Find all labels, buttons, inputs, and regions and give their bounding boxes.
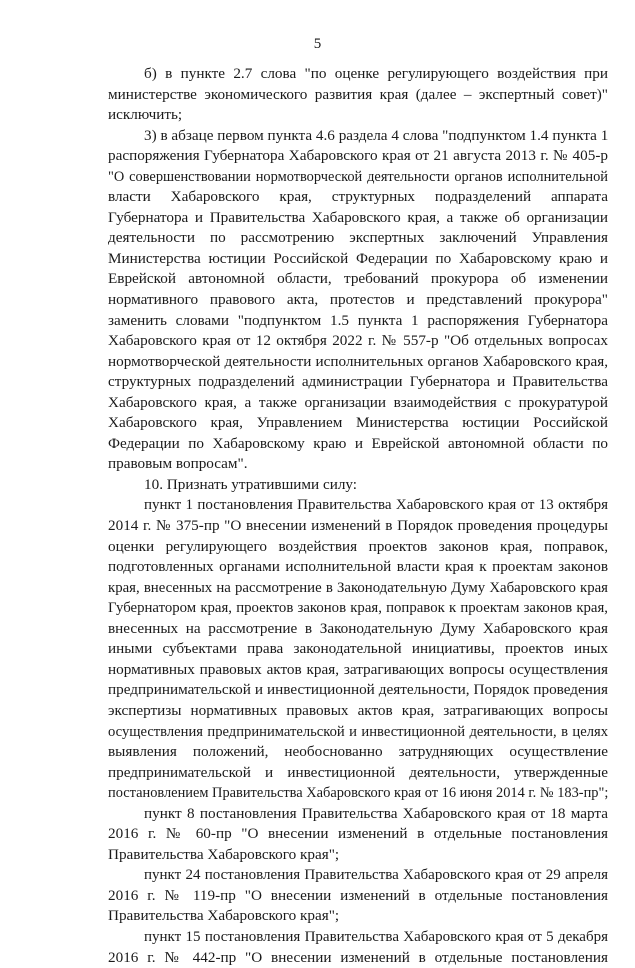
text-line: Министерства юстиции Российской Федерации по Хабаровскому краю и: [108, 249, 608, 267]
text-line: б) в пункте 2.7 слова "по оценке регулирующего воздействия при: [144, 65, 608, 82]
text-line: министерстве экономического развития края (далее – экспертный совет)": [108, 85, 608, 103]
text-line: осуществления предпринимательской и инвестиционной деятельности, в целях: [108, 723, 608, 740]
text-line: исключить;: [108, 106, 183, 124]
text-line: иными субъектами права законодательной инициативы, проектов иных: [108, 640, 608, 658]
text-line: 2016 г. № 60-пр "О внесении изменений в отдельные постановления: [108, 825, 608, 843]
page-number: 5: [313, 36, 322, 52]
text-line: предпринимательской и инвестиционной деятельности, Порядок проведения: [108, 681, 608, 699]
text-line: 3) в абзаце первом пункта 4.6 раздела 4 слова "подпунктом 1.4 пункта 1: [144, 126, 609, 144]
document-body: [108, 64, 608, 968]
text-line: Хабаровского края, а также организации взаимодействия с прокуратурой: [108, 393, 608, 411]
text-line: Правительства Хабаровского края";: [108, 907, 340, 925]
text-line: предпринимательской и инвестиционной деятельности, утвержденные: [108, 763, 608, 781]
text-line: пункт 24 постановления Правительства Хабаровского края от 29 апреля: [144, 867, 608, 884]
text-line: края, внесенных на рассмотрение в Законодательную Думу Хабаровского края: [108, 579, 608, 596]
text-line: 2014 г. № 375-пр "О внесении изменений в Порядок проведения процедуры: [108, 517, 608, 535]
text-line: нормотворческой деятельности исполнительных органов Хабаровского края,: [108, 352, 608, 370]
text-line: "О совершенствовании нормотворческой деятельности органов исполнительной: [108, 168, 608, 185]
text-line: экспертизы нормативных правовых актов края, затрагивающих вопросы: [108, 701, 608, 719]
text-line: Еврейской автономной области, требований прокурора об изменении: [108, 270, 608, 288]
text-line: нормативного правового акта, протестов и представлений прокурора": [108, 291, 608, 309]
text-line: распоряжения Губернатора Хабаровского края от 21 августа 2013 г. № 405-р: [108, 147, 608, 165]
text-line: Хабаровского края, Управлением Министерства юстиции Российской: [108, 414, 608, 432]
text-line: 2016 г. № 442-пр "О внесении изменений в отдельные постановления: [108, 948, 608, 966]
text-line: внесенных на рассмотрение в Законодательную Думу Хабаровского края: [108, 619, 608, 637]
text-line: 2016 г. № 119-пр "О внесении изменений в отдельные постановления: [108, 886, 608, 904]
text-line: оценки регулирующего воздействия проектов законов края, поправок,: [108, 537, 608, 555]
text-line: Губернатором края, проектов законов края, поправок к проектам законов края,: [108, 600, 608, 617]
text-line: правовым вопросам".: [108, 455, 248, 473]
text-line: пункт 15 постановления Правительства Хабаровского края от 5 декабря: [144, 928, 608, 945]
text-line: Хабаровского края от 12 октября 2022 г. № 557-р "Об отдельных вопросах: [108, 332, 608, 350]
text-line: Губернатора и Правительства Хабаровского края, а также об организации: [108, 208, 608, 226]
text-line: 10. Признать утратившими силу:: [144, 475, 358, 493]
text-line: заменить словами "подпунктом 1.5 пункта 1 распоряжения Губернатора: [108, 311, 608, 329]
text-line: пункт 8 постановления Правительства Хабаровского края от 18 марта: [144, 804, 608, 822]
text-line: деятельности по рассмотрению экспертных заключений Управления: [108, 229, 608, 247]
text-line: пункт 1 постановления Правительства Хабаровского края от 13 октября: [144, 497, 608, 514]
text-line: выявления положений, необоснованно затрудняющих осуществление: [108, 743, 608, 761]
text-line: нормативных правовых актов края, затрагивающих вопросы осуществления: [108, 660, 608, 678]
text-line: подготовленных органами исполнительной власти края к проектам законов: [108, 558, 608, 576]
text-line: власти Хабаровского края, структурных подразделений аппарата: [108, 188, 608, 206]
text-line: Правительства Хабаровского края";: [108, 845, 340, 863]
text-line: постановлением Правительства Хабаровского края от 16 июня 2014 г. № 183-пр";: [108, 785, 609, 802]
text-line: Федерации по Хабаровскому краю и Еврейской автономной области по: [108, 434, 608, 452]
text-line: структурных подразделений администрации Губернатора и Правительства: [108, 373, 608, 391]
